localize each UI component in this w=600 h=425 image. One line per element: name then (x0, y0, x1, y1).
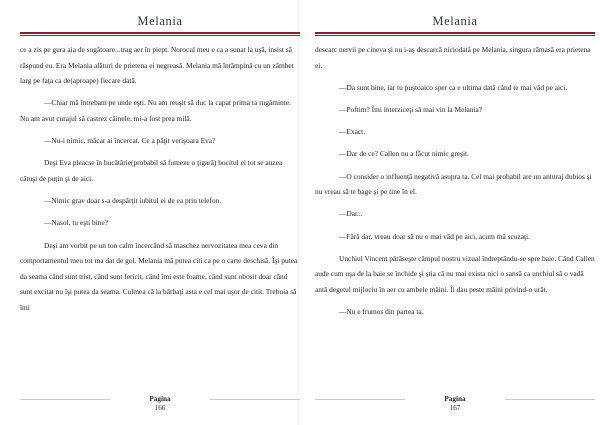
paragraph: —Dar de ce? Callen nu a făcut nimic greşit. (339, 149, 469, 159)
footer-label: Pagina (149, 395, 171, 403)
paragraph: —Nimic grav doar s-a despărţit iubitul ei de ea prin telefon. (44, 196, 222, 206)
paragraph: —Chiar mă întrebam pe unde eşti. Nu am reuşit să duc la capat prima ta rugăminte. Nu am avut curajul să castrez câinele, mi-a fost prea milă. (20, 98, 291, 123)
paragraph: —Nu-i nimic, măcar ai încercat. Ce a păţit verişoara Eva? (44, 136, 216, 146)
page-body (315, 42, 595, 320)
paragraph: —Dar... (339, 209, 363, 219)
header-rule-blue (315, 35, 595, 36)
paragraph: Unchiul Vincent părăseşte câmpul nostru vizual îndreptându-se spre baie. Când Callen aude cum uşa de la baie se închide şi ştia că nu mai exista nici o sansă ca unchiul să o vadă antă degetul mijlociu în aer cu ambele mâini. Îi dau peste mâini privind-o urât. (315, 253, 595, 294)
page-number: 167 (449, 404, 461, 412)
paragraph: —O consider o influenţă negativă asupra ta. Cel mai probabil are un anturaj dubios şi nu vreau să te bage şi pe tine în el. (315, 171, 592, 197)
page-footer (315, 395, 595, 413)
header-rule-blue (20, 35, 300, 36)
right-page (315, 0, 595, 425)
page-footer (20, 395, 300, 413)
page-header-title: Melania (137, 14, 183, 28)
paragraph: —Nu e frumos din partea ta. (339, 307, 424, 317)
paragraph: descarc nervii pe cineva şi nu i-aş descarcă niciodată pe Melania, singura rămasă era prietena ei. (315, 45, 591, 70)
left-page (20, 0, 300, 425)
paragraph: —Fără dar, vreau doar să nu o mai văd pe aici, acum mă scuzaţi. (339, 231, 530, 241)
page-number: 166 (154, 404, 166, 412)
page-body (20, 42, 300, 315)
footer-label: Pagina (444, 395, 466, 403)
paragraph: —Nasol, tu eşti bine? (44, 218, 109, 228)
paragraph: Deşi Eva pleacse în bucătărie(probabil să fumeze o ţigară) bocitul ei tot se auzea câtuşi de puţin şi de aici. (20, 158, 283, 183)
paragraph: —Poftim? Îmi interzicеţi să mai vin la Melania? (339, 104, 483, 114)
header-rule-red (20, 32, 300, 34)
paragraph: —Exact. (339, 127, 366, 137)
page-header-title: Melania (432, 14, 478, 28)
header-rule-red (315, 32, 595, 34)
paragraph: Deşi am vorbit pe un ton calm încercând să maschez nervozitatea mea ceva din comportamentul meu tot ma dat de gol. Melania mă putea citi ca pe o carte deschisă. Îşi putea da seama când sunt trist, când sunt fericit, când îmi este foame, când sunt obosit doar când sunt excitat nu îşi putea da seama. Culmea că la bărbaţi asta e cel mai uşor de citit. Trebuia să îmi (20, 240, 298, 312)
paragraph: —Da sunt bine, iar tu puştoaico sper ca e ultima dată când te mai văd pe aici. (339, 82, 568, 92)
paragraph: ce a zis pe gura aia de sugătoare...trag aer în piept. Norocul meu e ca a sunat la uşă, insist să răspund eu. Era Melania alături de prietena ei negreasă. Melania mă întâmpină cu un zâmbet larg pe faţa ca de(aproape) fiecare dată. (20, 45, 294, 86)
